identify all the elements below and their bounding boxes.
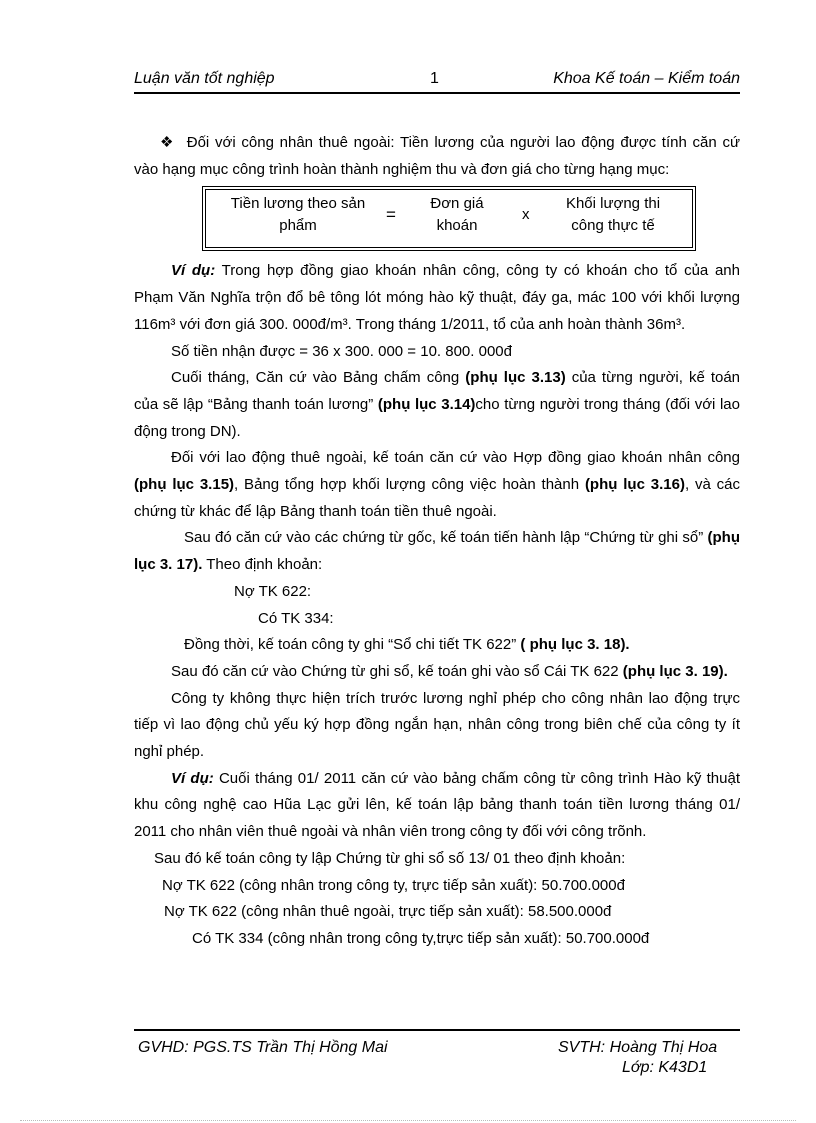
appendix-ref-3-15: (phụ lục 3.15) (134, 476, 235, 494)
appendix-ref-3-17: (phụ lục 3. 17). (134, 529, 740, 574)
formula-left (220, 193, 376, 237)
formula-left-line2: phẩm (279, 217, 317, 235)
header-page-number: 1 (430, 70, 439, 87)
formula-right (550, 193, 676, 237)
entry-credit-line: Có TK 334: (258, 609, 334, 627)
general-ledger-text: Sau đó căn cứ vào Chứng từ ghi sổ, kế toán ghi vào sổ Cái TK 622 (171, 662, 623, 680)
formula-right-line1: Khối lượng thi (565, 195, 661, 213)
example-1-label: Ví dụ: (171, 262, 216, 280)
credit-line-1: Có TK 334 (công nhân trong công ty,trực tiếp sản xuất): 50.700.000đ (192, 929, 650, 947)
bullet-paragraph (134, 130, 740, 183)
footer-supervisor: GVHD: PGS.TS Trần Thị Hồng Mai (138, 1039, 388, 1056)
formula-equals: = (386, 205, 396, 225)
payroll-paragraph (134, 365, 740, 445)
formula-mid (422, 193, 492, 237)
detail-ledger-paragraph (134, 632, 740, 659)
page-header (134, 68, 740, 94)
diamond-bullet-icon: ❖ (160, 134, 176, 151)
page-footer (134, 1029, 740, 1076)
payroll-text-a: Cuối tháng, Căn cứ vào Bảng chấm công (171, 369, 466, 387)
header-department: Khoa Kế toán – Kiểm toán (553, 70, 740, 87)
footer-student: SVTH: Hoàng Thị Hoa (558, 1039, 718, 1056)
header-thesis-title: Luận văn tốt nghiệp (134, 70, 275, 87)
entry-debit-line: Nợ TK 622: (234, 582, 312, 600)
example-2-paragraph (134, 766, 740, 846)
bullet-text: Đối với công nhân thuê ngoài: Tiền lương của người lao động được tính căn cứ vào hạng mục công trình hoàn thành nghiệm thu và đơn giá cho từng hạng mục: (134, 134, 741, 178)
formula-left-line1: Tiền lương theo sản (230, 195, 366, 213)
voucher-text-a: Sau đó căn cứ vào các chứng từ gốc, kế toán tiến hành lập “Chứng từ ghi sổ” (184, 529, 708, 547)
outsourced-text-c: , và các chứng từ khác để lập Bảng thanh toán tiền thuê ngoài. (134, 476, 741, 520)
formula-mid-line2: khoán (436, 217, 478, 235)
voucher-13-paragraph: Sau đó kế toán công ty lập Chứng từ ghi sổ số 13/ 01 theo định khoản: (154, 849, 626, 867)
voucher-paragraph (134, 525, 740, 578)
voucher-text-b: Theo định khoản: (202, 556, 323, 574)
payroll-text-c: cho từng người trong tháng (đối với lao động trong DN). (134, 395, 740, 440)
formula-mid-line1: Đơn giá (430, 195, 484, 213)
outsourced-text-b: , Bảng tổng hợp khối lượng công việc hoàn thành (234, 476, 585, 494)
page-content (134, 130, 740, 953)
appendix-ref-3-14: (phụ lục 3.14) (377, 395, 476, 413)
example-2-label: Ví dụ: (171, 769, 214, 787)
debit-line-1: Nợ TK 622 (công nhân trong công ty, trực tiếp sản xuất): 50.700.000đ (162, 876, 625, 894)
payroll-text-b: của từng người, kế toán của sẽ lập “Bảng thanh toán lương” (134, 369, 741, 413)
leave-accrual-paragraph: Công ty không thực hiện trích trước lương nghỉ phép cho công nhân lao động trực tiếp vì lao động chủ yếu ký hợp đồng ngắn hạn, nhân công trong biên chế của công ty ít nghỉ phép. (134, 689, 740, 761)
detail-ledger-text: Đồng thời, kế toán công ty ghi “Sổ chi tiết TK 622” (184, 636, 521, 654)
appendix-ref-3-19: (phụ lục 3. 19). (622, 662, 728, 680)
example-1-text: Trong hợp đồng giao khoán nhân công, công ty có khoán cho tổ của anh Phạm Văn Nghĩa trộn đổ bê tông lót móng hào kỹ thuật, đáy ga, mác 100 với khối lượng 116m³ với đơn giá 300. 000đ/m³. Trong tháng 1/2011, tổ của anh hoàn thành 36m³. (134, 262, 740, 333)
appendix-ref-3-16: (phụ lục 3.16) (584, 476, 685, 494)
appendix-ref-3-18: ( phụ lục 3. 18). (520, 636, 630, 654)
general-ledger-paragraph (134, 659, 740, 686)
appendix-ref-3-13: (phụ lục 3.13) (465, 369, 566, 387)
outsourced-labor-paragraph (134, 445, 740, 525)
page-bottom-divider (20, 1120, 796, 1121)
formula-right-line2: công thực tế (571, 217, 655, 235)
debit-line-2: Nợ TK 622 (công nhân thuê ngoài, trực tiếp sản xuất): 58.500.000đ (164, 903, 612, 921)
example-2-text: Cuối tháng 01/ 2011 căn cứ vào bảng chấm công từ công trình Hào kỹ thuật khu công nghệ cao Hũa Lạc gửi lên, kế toán lập bảng thanh toán tiền lương tháng 01/ 2011 cho nhân viên thuê ngoài và nhân viên trong công ty đối với công trõnh. (134, 769, 740, 841)
salary-formula-box (202, 186, 696, 251)
footer-class: Lớp: K43D1 (622, 1059, 708, 1076)
formula-times: x (522, 206, 530, 224)
example-1-paragraph (134, 258, 740, 338)
outsourced-text-a: Đối với lao động thuê ngoài, kế toán căn cứ vào Hợp đồng giao khoán nhân công (171, 449, 740, 467)
amount-paragraph: Số tiền nhận được = 36 x 300. 000 = 10. 800. 000đ (171, 342, 512, 360)
